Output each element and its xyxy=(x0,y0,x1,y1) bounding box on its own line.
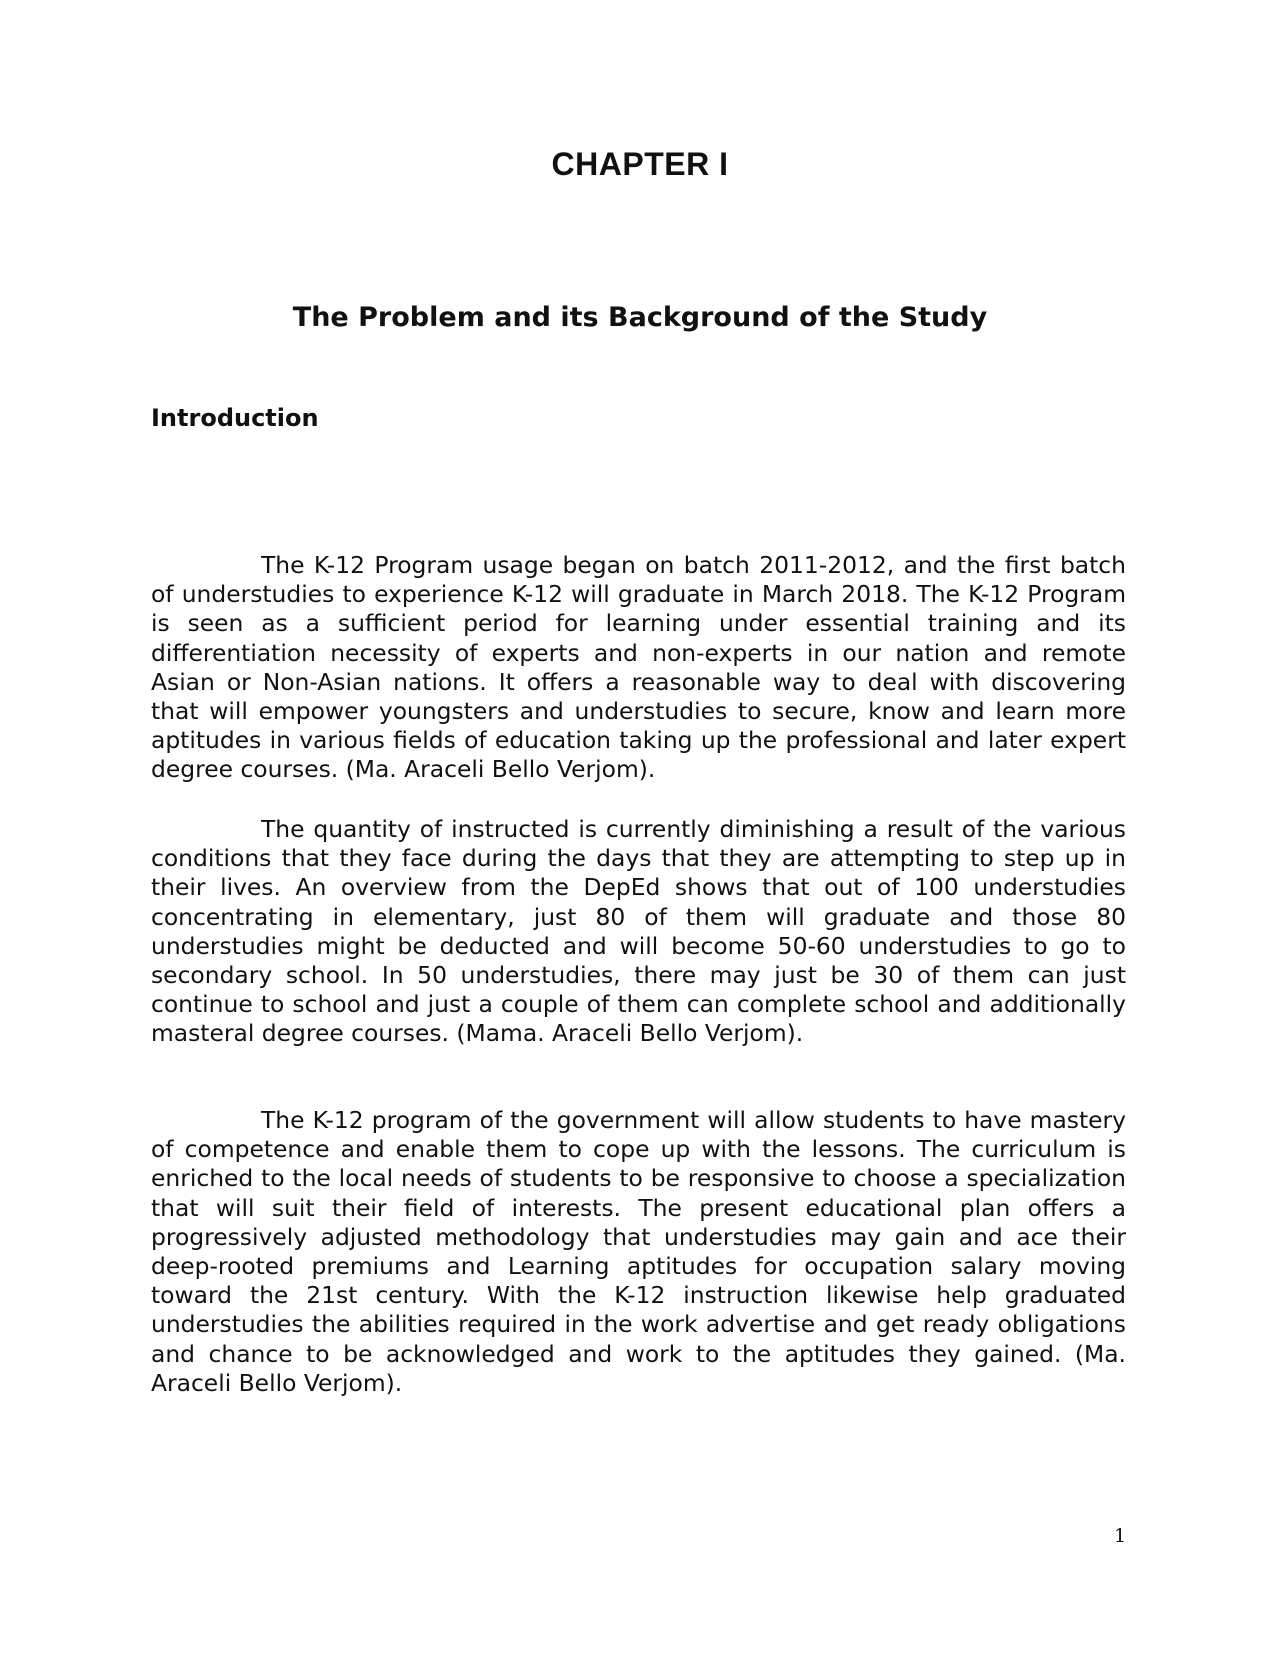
body-paragraph: The K-12 program of the government will allow students to have mastery of competence and enable them to cope up with the lessons. The curriculum is enriched to the local needs of students to be responsive to choose a specialization that will suit their field of interests. The present educational plan offers a progressively adjusted methodology that understudies may gain and ace their deep-rooted premiums and Learning aptitudes for occupation salary moving toward the 21st century. With the K-12 instruction likewise help graduated understudies the abilities required in the work advertise and get ready obligations and chance to be acknowledged and work to the aptitudes they gained. (Ma. Araceli Bello Verjom). xyxy=(151,1106,1126,1397)
body-paragraph-2-block xyxy=(151,815,1126,1049)
body-paragraph-3-block xyxy=(151,1106,1126,1398)
introduction-heading: Introduction xyxy=(151,404,319,432)
body-paragraph-1-block xyxy=(151,551,1126,785)
page-number: 1 xyxy=(1114,1525,1127,1547)
body-paragraph: The K-12 Program usage began on batch 2011-2012, and the first batch of understudies to experience K-12 will graduate in March 2018. The K-12 Program is seen as a sufficient period for learning under essential training and its differentiation necessity of experts and non-experts in our nation and remote Asian or Non-Asian nations. It offers a reasonable way to deal with discovering that will empower youngsters and understudies to secure, know and learn more aptitudes in various fields of education taking up the professional and later expert degree courses. (Ma. Araceli Bello Verjom). xyxy=(151,551,1126,784)
body-paragraph: The quantity of instructed is currently diminishing a result of the various conditions that they face during the days that they are attempting to step up in their lives. An overview from the DepEd shows that out of 100 understudies concentrating in elementary, just 80 of them will graduate and those 80 understudies might be deducted and will become 50-60 understudies to go to secondary school. In 50 understudies, there may just be 30 of them can just continue to school and just a couple of them can complete school and additionally masteral degree courses. (Mama. Araceli Bello Verjom). xyxy=(151,815,1126,1048)
chapter-title: CHAPTER I xyxy=(551,146,729,182)
section-title: The Problem and its Background of the Study xyxy=(292,302,988,333)
